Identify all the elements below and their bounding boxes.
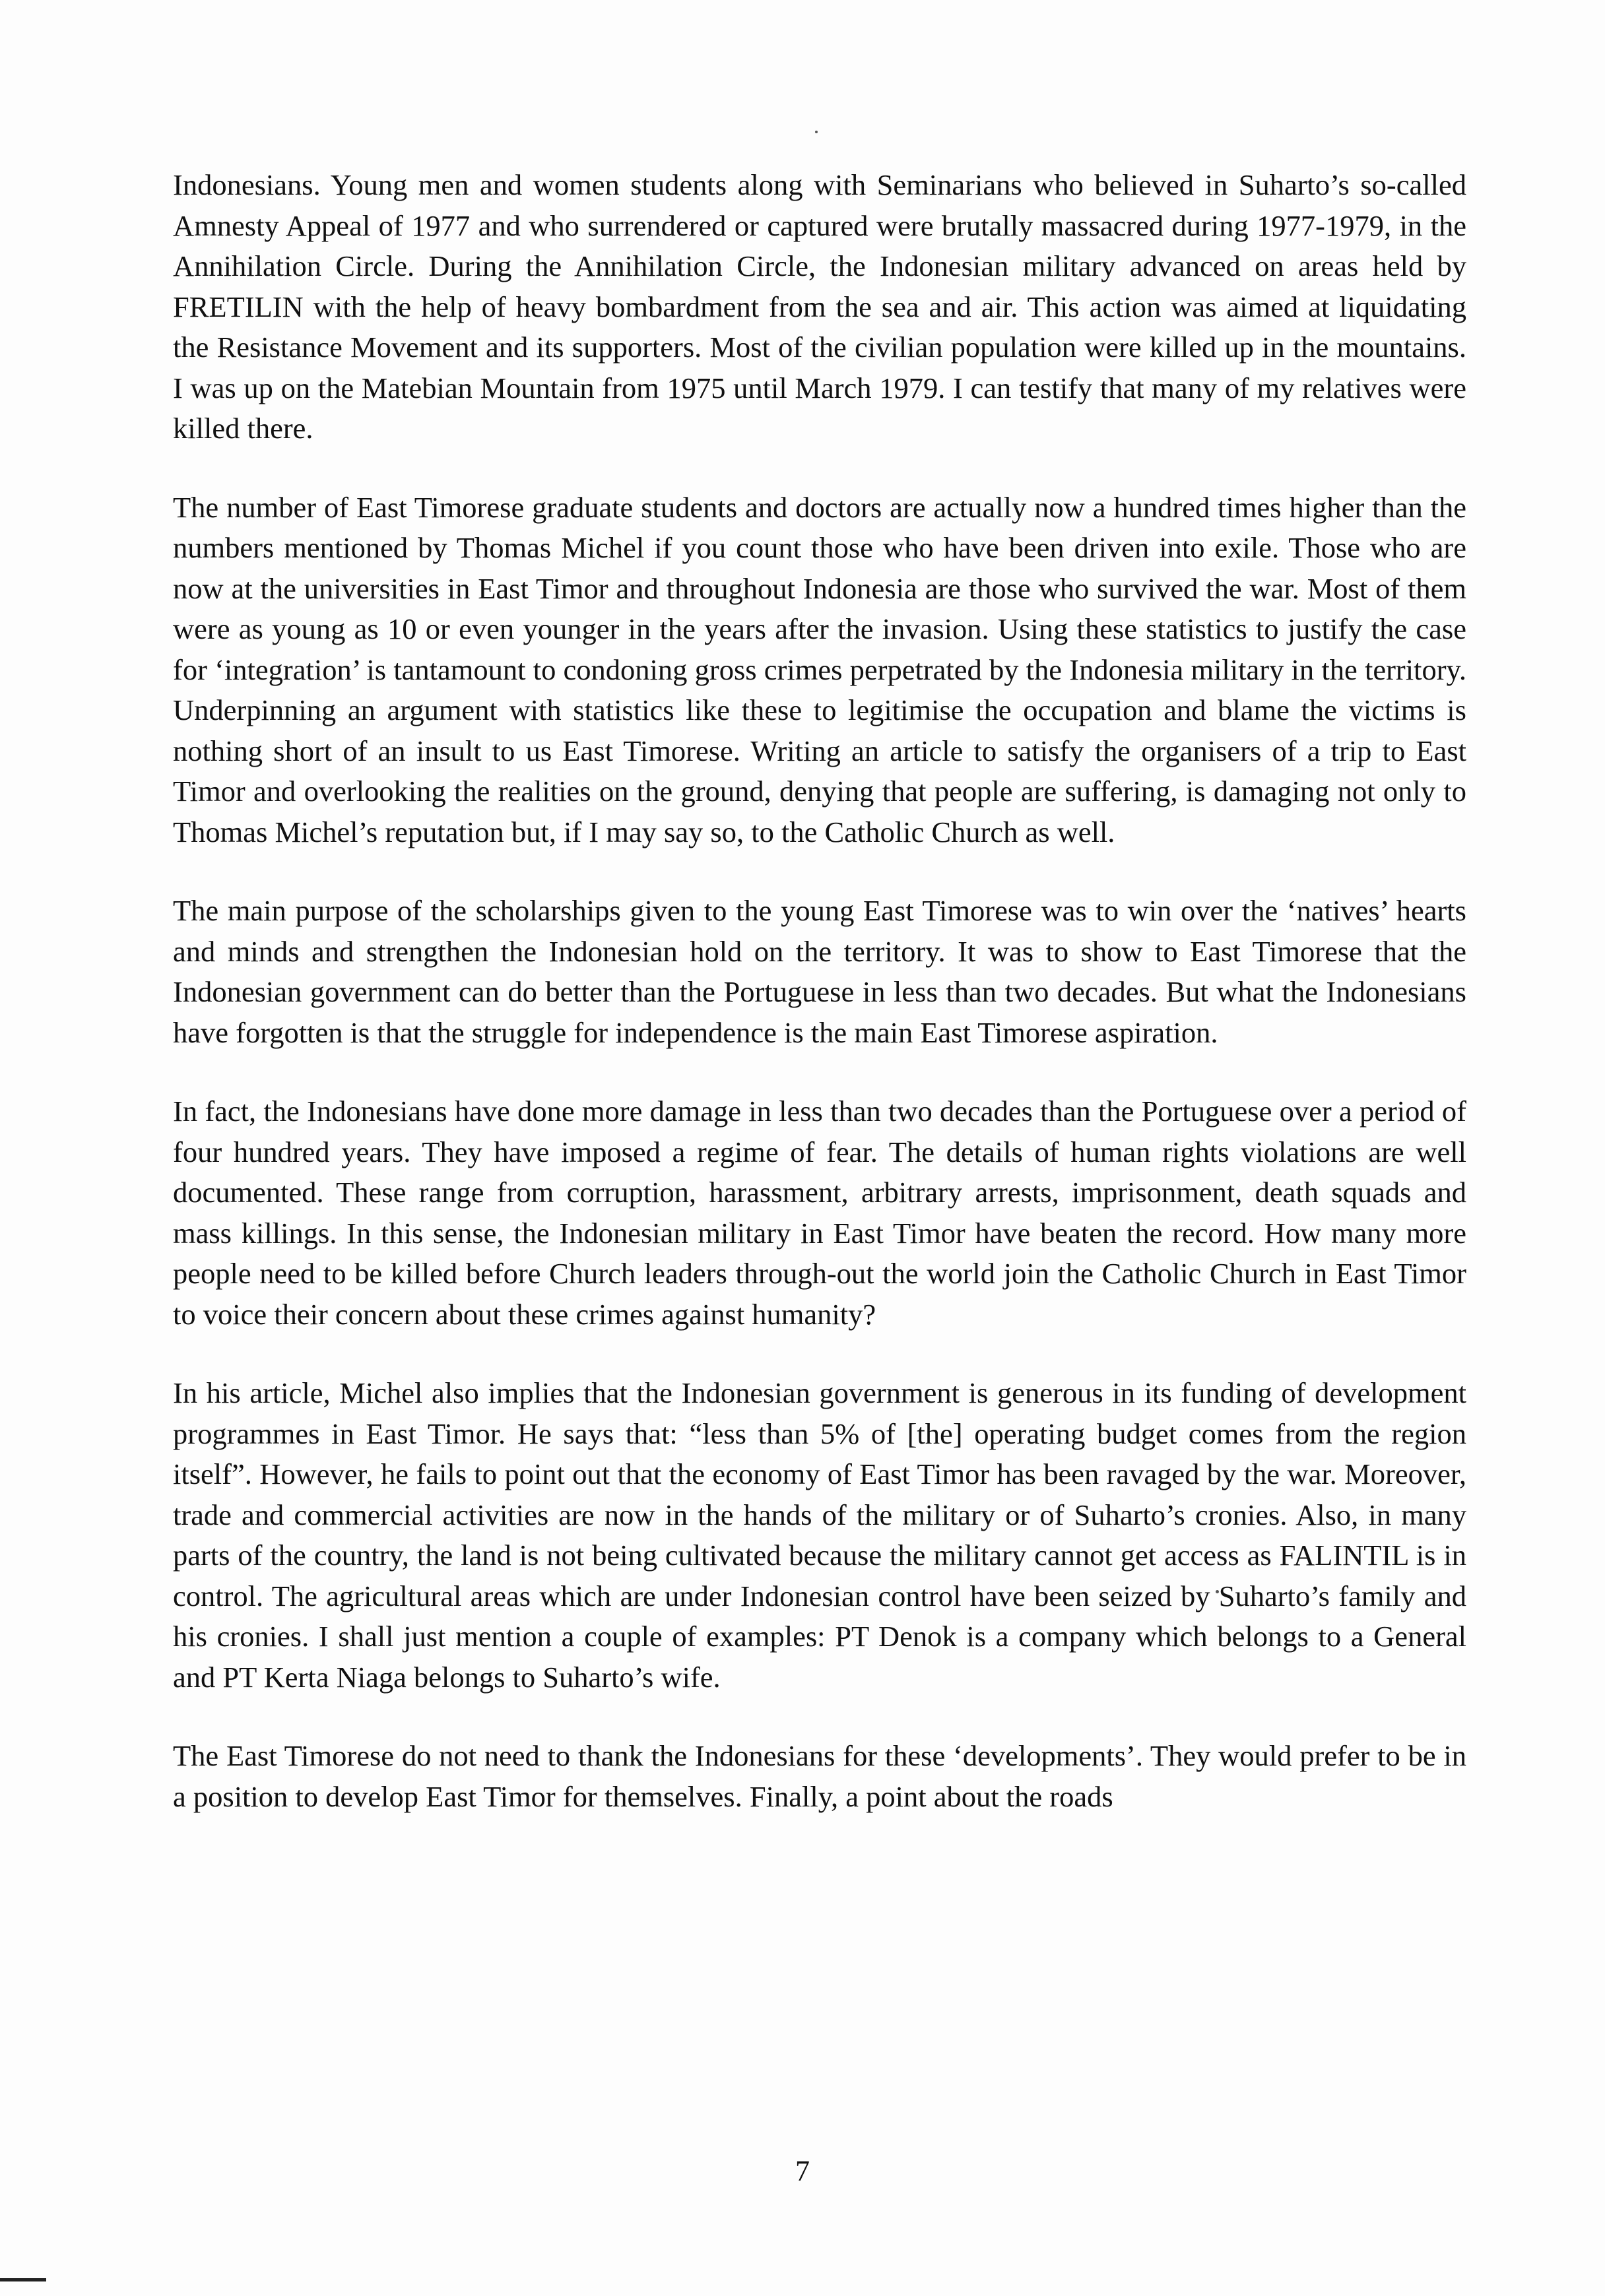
- paragraph-5: In his article, Michel also implies that the Indonesian government is generous in its funding of development programmes in East Timor. He says that: “less than 5% of [the] operating budget comes from the region itself”. However, he fails to point out that the economy of East Timor has been ravaged by the war. Moreover, trade and commercial activities are now in the hands of the military or of Suharto’s cronies. Also, in many parts of the country, the land is not being cultivated because the military cannot get access as FALINTIL is in control. The agricultural areas which are under Indonesian control have been seized by Suharto’s family and his cronies. I shall just mention a couple of examples: PT Denok is a company which belongs to a General and PT Kerta Niaga belongs to Suharto’s wife.: [173, 1376, 1466, 1694]
- scan-speck: [815, 131, 818, 133]
- paragraph-1: Indonesians. Young men and women students along with Seminarians who believed in Suharto’s so-called Amnesty Appeal of 1977 and who surrendered or captured were brutally massacred during 1977-1979, in the Annihilation Circle. During the Annihilation Circle, the Indonesian military advanced on areas held by FRETILIN with the help of heavy bombardment from the sea and air. This action was aimed at liquidating the Resistance Movement and its supporters. Most of the civilian population were killed up in the mountains. I was up on the Matebian Mountain from 1975 until March 1979. I can testify that many of my relatives were killed there.: [173, 168, 1466, 445]
- paragraph-3: The main purpose of the scholarships given to the young East Timorese was to win over the ‘natives’ hearts and minds and strengthen the Indonesian hold on the territory. It was to show to East Timorese that the Indonesian government can do better than the Portuguese in less than two decades. But what the Indonesians have forgotten is that the struggle for independence is the main East Timorese aspiration.: [173, 894, 1466, 1049]
- paragraph-4: In fact, the Indonesians have done more damage in less than two decades than the Portuguese over a period of four hundred years. They have imposed a regime of fear. The details of human rights violations are well documented. These range from corruption, harassment, arbitrary arrests, imprisonment, death squads and mass killings. In this sense, the Indonesian military in East Timor have beaten the record. How many more people need to be killed before Church leaders through-out the world join the Catholic Church in East Timor to voice their concern about these crimes against humanity?: [173, 1095, 1466, 1331]
- body-text: [173, 165, 1466, 1855]
- scan-edge-mark: [0, 2278, 46, 2281]
- paragraph-2: The number of East Timorese graduate students and doctors are actually now a hundred times higher than the numbers mentioned by Thomas Michel if you count those who have been driven into exile. Those who are now at the universities in East Timor and throughout Indonesia are those who survived the war. Most of them were as young as 10 or even younger in the years after the invasion. Using these statistics to justify the case for ‘integration’ is tantamount to condoning gross crimes perpetrated by the Indonesia military in the territory. Underpinning an argument with statistics like these to legitimise the occupation and blame the victims is nothing short of an insult to us East Timorese. Writing an article to satisfy the organisers of a trip to East Timor and overlooking the realities on the ground, denying that people are suffering, is damaging not only to Thomas Michel’s reputation but, if I may say so, to the Catholic Church as well.: [173, 490, 1466, 848]
- paragraph-6: The East Timorese do not need to thank the Indonesians for these ‘developments’. They would prefer to be in a position to develop East Timor for themselves. Finally, a point about the roads: [173, 1739, 1466, 1813]
- page-number: 7: [795, 2155, 810, 2187]
